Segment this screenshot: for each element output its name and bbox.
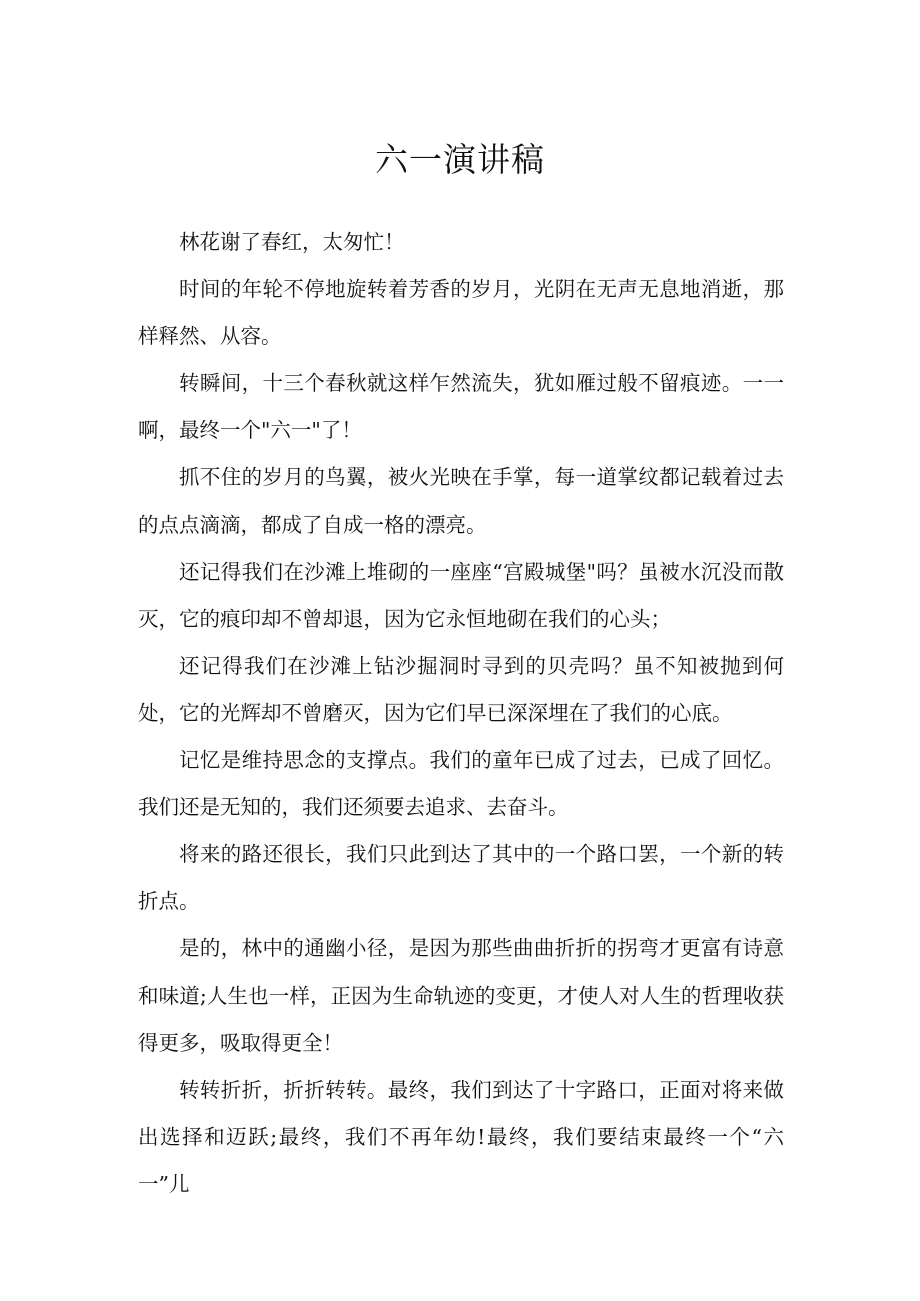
document-title: 六一演讲稿 — [375, 140, 545, 179]
paragraph: 还记得我们在沙滩上钻沙掘洞时寻到的贝壳吗？虽不知被抛到何处，它的光辉却不曾磨灭，因为它们早已深深埋在了我们的心底。 — [138, 653, 784, 725]
paragraph: 转瞬间，十三个春秋就这样乍然流失，犹如雁过般不留痕迹。一一啊，最终一个"六一"了！ — [138, 371, 784, 443]
paragraph: 是的，林中的通幽小径，是因为那些曲曲折折的拐弯才更富有诗意和味道;人生也一样，正因为生命轨迹的变更，才使人对人生的哲理收获得更多，吸取得更全！ — [138, 936, 784, 1055]
paragraph: 时间的年轮不停地旋转着芳香的岁月，光阴在无声无息地消逝，那样释然、从容。 — [138, 277, 784, 349]
paragraph: 抓不住的岁月的鸟翼，被火光映在手掌，每一道掌纹都记载着过去的点点滴滴，都成了自成一格的漂亮。 — [138, 465, 784, 537]
paragraph: 还记得我们在沙滩上堆砌的一座座“宫殿城堡"吗？虽被水沉没而散灭，它的痕印却不曾却退，因为它永恒地砌在我们的心头； — [138, 559, 784, 631]
document-body — [138, 219, 784, 1208]
paragraph: 记忆是维持思念的支撑点。我们的童年已成了过去，已成了回忆。我们还是无知的，我们还须要去追求、去奋斗。 — [138, 748, 784, 820]
paragraph: 林花谢了春红，太匆忙！ — [179, 230, 405, 254]
paragraph: 将来的路还很长，我们只此到达了其中的一个路口罢，一个新的转折点。 — [138, 842, 784, 914]
paragraph: 转转折折，折折转转。最终，我们到达了十字路口，正面对将来做出选择和迈跃;最终，我们不再年幼!最终，我们要结束最终一个“六一”儿 — [138, 1077, 784, 1196]
